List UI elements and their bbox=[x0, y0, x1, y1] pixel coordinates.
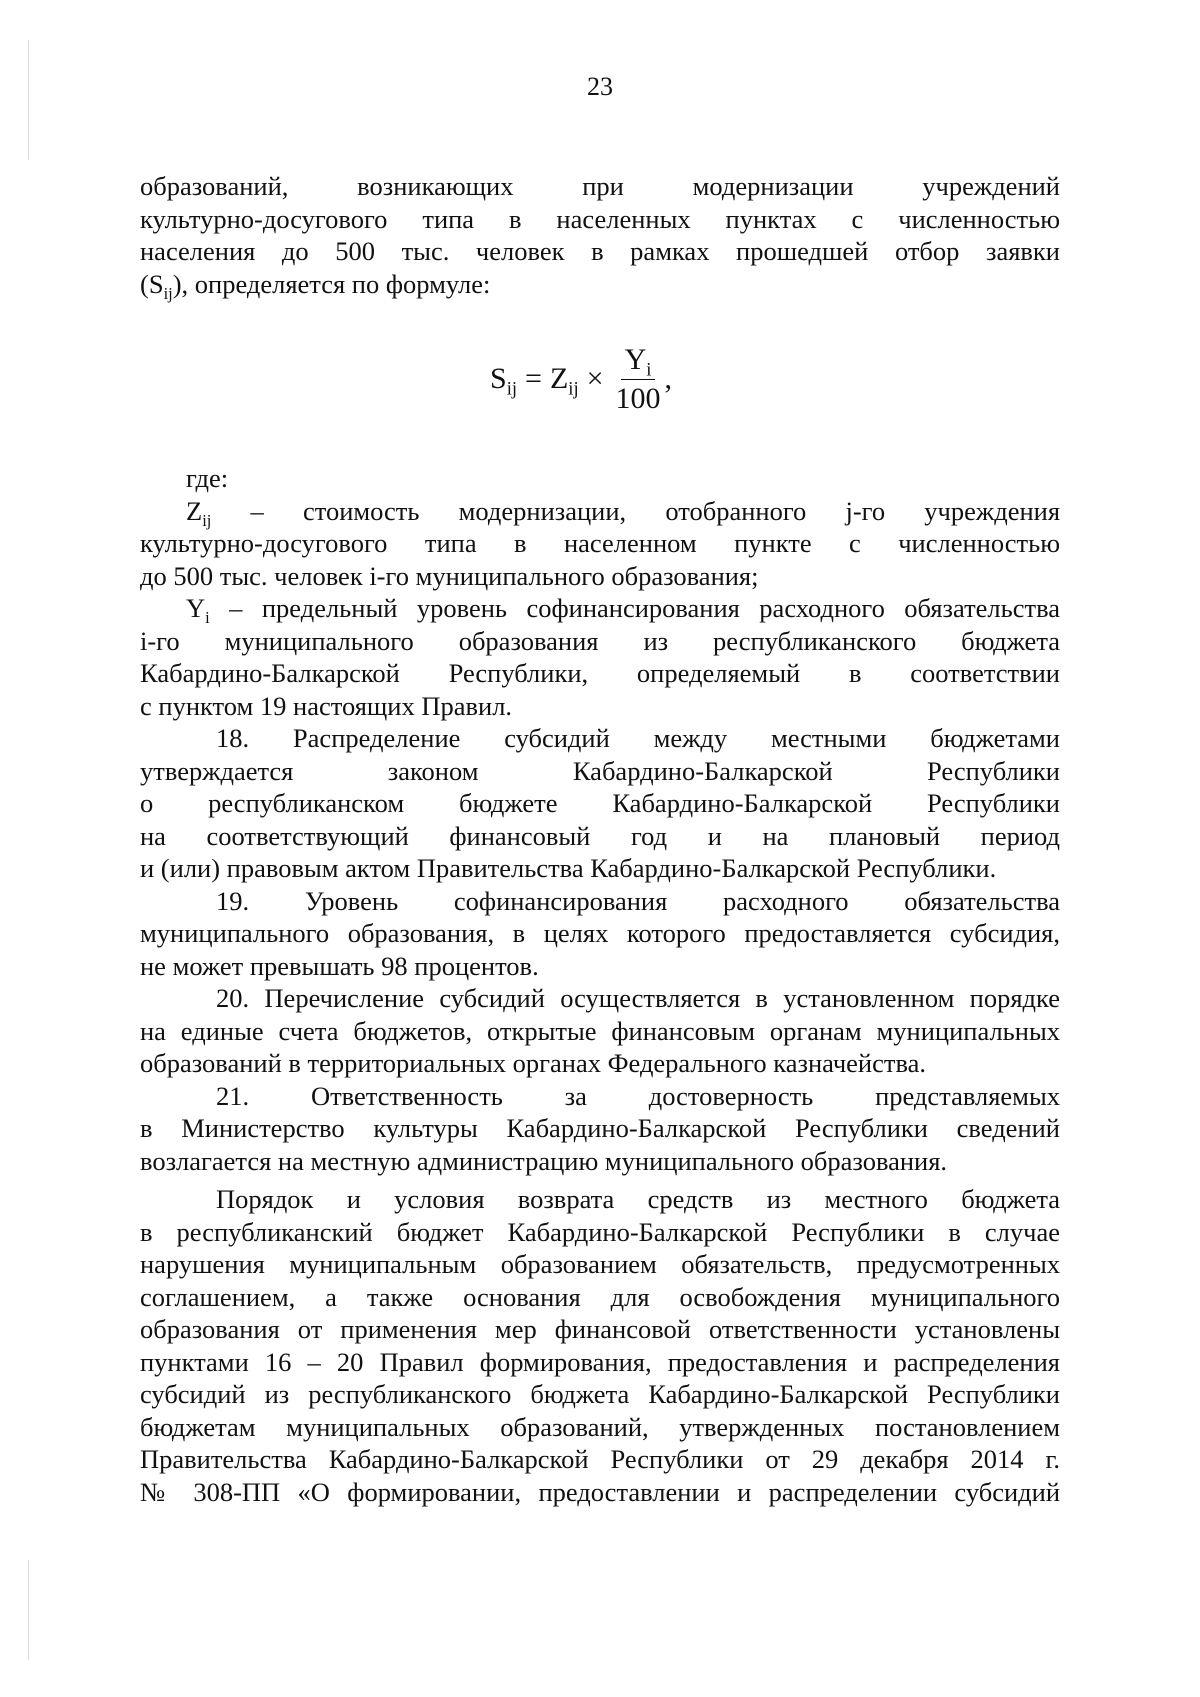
p18-line-4: на соответствующий финансовый год и на плановый период bbox=[140, 820, 1060, 851]
p21-line-3: возлагается на местную администрацию муниципального образования. bbox=[140, 1145, 948, 1176]
intro-paragraph bbox=[140, 170, 1060, 303]
formula-denominator: 100 bbox=[615, 381, 661, 415]
p21-line-2: в Министерство культуры Кабардино-Балкарской Республики сведений bbox=[140, 1113, 1060, 1143]
y-def-line-4: с пунктом 19 настоящих Правил. bbox=[140, 690, 513, 721]
p18-line-2: утверждается законом Кабардино-Балкарской Республики bbox=[140, 755, 1060, 786]
p18-line-1: 18. Распределение субсидий между местными бюджетами bbox=[216, 723, 1060, 753]
z-def-line-3: до 500 тыс. человек i-го муниципального образования; bbox=[140, 560, 759, 591]
formula bbox=[490, 334, 672, 424]
intro-line-2: культурно-досугового типа в населенных пунктах с численностью bbox=[140, 203, 1060, 234]
intro-line-1: образований, возникающих при модернизации учреждений bbox=[140, 171, 1060, 201]
formula-times: × bbox=[586, 362, 604, 395]
formula-z: $Z_{ij}$ bbox=[549, 362, 579, 400]
intro-line-4 bbox=[140, 268, 1060, 301]
intro-line-3: населения до 500 тыс. человек в рамках прошедшей отбор заявки bbox=[140, 236, 1060, 266]
z-def-line-2: культурно-досугового типа в населенном пункте с численностью bbox=[140, 528, 1060, 558]
where-label: где: bbox=[186, 463, 229, 493]
s-sub: ij bbox=[163, 283, 173, 303]
order-line-10: № 308-ПП «О формировании, предоставлении и распределении субсидий bbox=[140, 1476, 1060, 1507]
order-line-2: в республиканский бюджет Кабардино-Балкарской Республики в случае bbox=[140, 1216, 1060, 1247]
formula-equals: = bbox=[525, 362, 542, 395]
p20-line-3: образований в территориальных органах Федерального казначейства. bbox=[140, 1048, 927, 1078]
y-def-line-1: $Y_i$ – предельный уровень софинансирования расходного обязательства bbox=[186, 593, 1061, 627]
definitions bbox=[140, 462, 1060, 1508]
order-line-1: Порядок и условия возврата средств из местного бюджета bbox=[216, 1184, 1060, 1214]
scan-margin-mark-bottom bbox=[28, 1560, 29, 1660]
order-line-8: бюджетам муниципальных образований, утвержденных постановлением bbox=[140, 1411, 1060, 1442]
order-line-5: образования от применения мер финансовой ответственности установлены bbox=[140, 1314, 1060, 1344]
intro-rest: ), определяется по формуле: bbox=[172, 268, 491, 299]
p19-line-1: 19. Уровень софинансирования расходного обязательства bbox=[216, 885, 1060, 916]
p18-line-5: и (или) правовым актом Правительства Кабардино-Балкарской Республики. bbox=[140, 853, 997, 883]
p20-line-1: 20. Перечисление субсидий осуществляется в установленном порядке bbox=[216, 983, 1060, 1013]
formula-numerator: $Y_i$ bbox=[621, 343, 656, 380]
p18-line-3: о республиканском бюджете Кабардино-Балкарской Республики bbox=[140, 788, 1060, 818]
y-def-line-2: i-го муниципального образования из республиканского бюджета bbox=[140, 625, 1060, 656]
formula-lhs: $S_{ij}$ bbox=[490, 362, 518, 400]
order-line-9: Правительства Кабардино-Балкарской Республики от 29 декабря 2014 г. bbox=[140, 1444, 1060, 1474]
p20-line-2: на единые счета бюджетов, открытые финансовым органам муниципальных bbox=[140, 1015, 1060, 1046]
p19-line-3: не может превышать 98 процентов. bbox=[140, 950, 539, 981]
s-open: (S bbox=[140, 268, 164, 299]
z-def-line-1: $Z_{ij}$ – стоимость модернизации, отобранного j-го учреждения bbox=[186, 495, 1061, 530]
order-line-4: соглашением, а также основания для освобождения муниципального bbox=[140, 1281, 1060, 1312]
order-line-3: нарушения муниципальным образованием обязательств, предусмотренных bbox=[140, 1249, 1060, 1279]
formula-fraction bbox=[616, 343, 661, 416]
formula-comma: , bbox=[664, 362, 673, 395]
order-line-6: пунктами 16 – 20 Правил формирования, предоставления и распределения bbox=[140, 1346, 1060, 1377]
p19-line-2: муниципального образования, в целях которого предоставляется субсидия, bbox=[140, 918, 1060, 948]
order-line-7: субсидий из республиканского бюджета Кабардино-Балкарской Республики bbox=[140, 1379, 1060, 1409]
page-number: 23 bbox=[587, 72, 613, 101]
p21-line-1: 21. Ответственность за достоверность представляемых bbox=[216, 1080, 1060, 1111]
y-def-line-3: Кабардино-Балкарской Республики, определяемый в соответствии bbox=[140, 658, 1060, 688]
